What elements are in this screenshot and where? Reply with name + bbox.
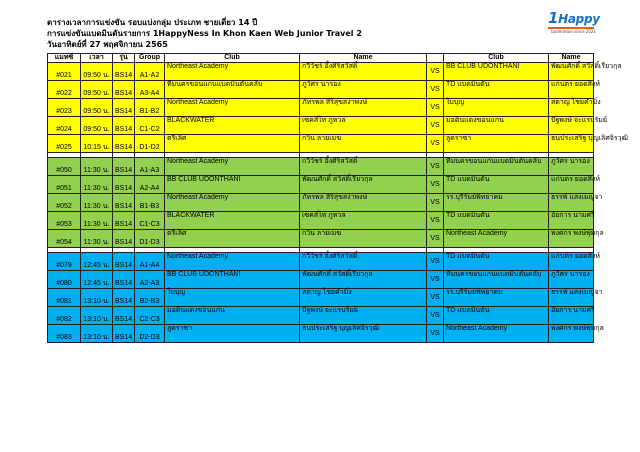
logo	[548, 9, 600, 40]
club-left: ตรีเลิศ	[165, 135, 300, 153]
player-left: ปัฐพงษ์ จะแรบรัมย์	[300, 307, 427, 325]
table-row	[48, 158, 594, 176]
vs-label: VS	[427, 212, 444, 230]
group-code: A1-A4	[135, 253, 165, 271]
match-time: 09:50 น.	[81, 63, 113, 81]
group-code: D1-D2	[135, 135, 165, 153]
table-row	[48, 212, 594, 230]
player-left: ธนประเสริฐ บุญเลิศจิรวุฒิ	[300, 325, 427, 343]
class-code: BS14	[113, 81, 135, 99]
match-time: 12:45 น.	[81, 253, 113, 271]
class-code: BS14	[113, 230, 135, 248]
match-time: 13:10 น.	[81, 307, 113, 325]
match-time: 13:10 น.	[81, 325, 113, 343]
column-header: แมทซ์	[48, 54, 81, 63]
player-right: สตาญ ไชยคำมิ่ง	[549, 99, 594, 117]
match-time: 11:30 น.	[81, 212, 113, 230]
player-right: พัฒนศักดิ์ สวัสดิ์เรียวกุล	[549, 63, 594, 81]
table-row	[48, 307, 594, 325]
match-number: #025	[48, 135, 81, 153]
player-left: สตาญ ไชยคำมิ่ง	[300, 289, 427, 307]
group-code: A2-A3	[135, 271, 165, 289]
player-left: กวิน ลายเมฆ	[300, 135, 427, 153]
player-left: เซคส์ไท ภูหวล	[300, 117, 427, 135]
match-time: 09:50 น.	[81, 81, 113, 99]
class-code: BS14	[113, 117, 135, 135]
match-number: #053	[48, 212, 81, 230]
player-left: กวีวัชร์ อึ้งศิริสวัสดิ์	[300, 63, 427, 81]
club-right: BB CLUB UDONTHANI	[444, 63, 549, 81]
vs-label: VS	[427, 135, 444, 153]
column-header: Name	[300, 54, 427, 63]
club-right: Northeast Academy	[444, 230, 549, 248]
class-code: BS14	[113, 271, 135, 289]
match-time: 12:45 น.	[81, 271, 113, 289]
group-code: A2-A4	[135, 176, 165, 194]
class-code: BS14	[113, 99, 135, 117]
column-header	[427, 54, 444, 63]
table-row	[48, 271, 594, 289]
match-time: 11:30 น.	[81, 158, 113, 176]
group-code: C1-C2	[135, 117, 165, 135]
schedule-title: ตารางเวลาการแข่งขัน รอบแบ่งกลุ่ม ประเภท ชายเดี่ยว 14 ปี	[47, 18, 258, 27]
vs-label: VS	[427, 253, 444, 271]
column-header: Club	[165, 54, 300, 63]
player-right: ภูวัศร นารอง	[549, 158, 594, 176]
vs-label: VS	[427, 307, 444, 325]
group-code: D1-D3	[135, 230, 165, 248]
player-right: ธนประเสริฐ บุญเลิศจิรวุฒิ	[549, 135, 594, 153]
club-left: BB CLUB UDONTHANI	[165, 271, 300, 289]
vs-label: VS	[427, 99, 444, 117]
match-number: #024	[48, 117, 81, 135]
player-right: อัยการ นามศรี	[549, 307, 594, 325]
club-left: ตรีเลิศ	[165, 230, 300, 248]
club-right: ใบบุญ	[444, 99, 549, 117]
class-code: BS14	[113, 289, 135, 307]
player-right: ภูวัศร นารอง	[549, 271, 594, 289]
player-left: ภูวัศร นารอง	[300, 81, 427, 99]
match-schedule-table	[47, 53, 628, 343]
player-left: ภัทรพล สิริสุขสง่าพงษ์	[300, 194, 427, 212]
player-right: แก่นตร ยอดสิงห์	[549, 81, 594, 99]
player-left: พัฒนศักดิ์ สวัสดิ์เรียวกุล	[300, 176, 427, 194]
group-code: A1-A3	[135, 158, 165, 176]
column-header: Group	[135, 54, 165, 63]
match-time: 11:30 น.	[81, 176, 113, 194]
club-left: BB CLUB UDONTHANI	[165, 176, 300, 194]
club-left: Northeast Academy	[165, 63, 300, 81]
group-code: B1-B2	[135, 99, 165, 117]
player-right: พงศกร พงษ์พุ่มกุล	[549, 325, 594, 343]
club-left: Northeast Academy	[165, 253, 300, 271]
match-number: #081	[48, 289, 81, 307]
schedule-date: วันอาทิตย์ที่ 27 พฤศจิกายน 2565	[47, 40, 168, 49]
match-number: #082	[48, 307, 81, 325]
class-code: BS14	[113, 63, 135, 81]
player-right: แก่นตร ยอดสิงห์	[549, 253, 594, 271]
vs-label: VS	[427, 117, 444, 135]
class-code: BS14	[113, 176, 135, 194]
match-number: #051	[48, 176, 81, 194]
club-right: TD แบดมินตัน	[444, 212, 549, 230]
class-code: BS14	[113, 325, 135, 343]
club-left: มอดินแดงขอนแก่น	[165, 307, 300, 325]
club-right: TD แบดมินตัน	[444, 81, 549, 99]
class-code: BS14	[113, 253, 135, 271]
class-code: BS14	[113, 194, 135, 212]
match-time: 11:30 น.	[81, 194, 113, 212]
club-right: มอดินแดงขอนแก่น	[444, 117, 549, 135]
table-row	[48, 253, 594, 271]
table-row	[48, 194, 594, 212]
player-left: เซคส์ไท ภูหวล	[300, 212, 427, 230]
column-header: Name	[549, 54, 594, 63]
group-code: B1-B3	[135, 194, 165, 212]
player-left: พัฒนศักดิ์ สวัสดิ์เรียวกุล	[300, 271, 427, 289]
match-number: #050	[48, 158, 81, 176]
club-left: Northeast Academy	[165, 99, 300, 117]
table-row	[48, 176, 594, 194]
table-row	[48, 117, 594, 135]
class-code: BS14	[113, 158, 135, 176]
match-number: #083	[48, 325, 81, 343]
vs-label: VS	[427, 289, 444, 307]
vs-label: VS	[427, 63, 444, 81]
match-number: #080	[48, 271, 81, 289]
table-row	[48, 135, 594, 153]
vs-label: VS	[427, 325, 444, 343]
match-number: #021	[48, 63, 81, 81]
club-left: Northeast Academy	[165, 194, 300, 212]
club-left: Northeast Academy	[165, 158, 300, 176]
club-right: Northeast Academy	[444, 325, 549, 343]
class-code: BS14	[113, 307, 135, 325]
club-left: ใบบุญ	[165, 289, 300, 307]
match-number: #023	[48, 99, 81, 117]
table-row	[48, 81, 594, 99]
player-right: อัยการ นามศรี	[549, 212, 594, 230]
group-code: B2-B3	[135, 289, 165, 307]
vs-label: VS	[427, 194, 444, 212]
player-left: ภัทรพล สิริสุขสง่าพงษ์	[300, 99, 427, 117]
match-number: #022	[48, 81, 81, 99]
match-time: 11:30 น.	[81, 230, 113, 248]
club-right: ลูดราซา	[444, 135, 549, 153]
group-code: C1-C3	[135, 212, 165, 230]
column-header: Club	[444, 54, 549, 63]
logo-prefix: 1	[548, 9, 559, 27]
club-right: TD แบดมินตัน	[444, 307, 549, 325]
logo-tagline: badminton since 2021	[551, 29, 596, 34]
logo-word: Happy	[558, 12, 600, 26]
match-time: 09:50 น.	[81, 117, 113, 135]
table-row	[48, 325, 594, 343]
player-right: แก่นตร ยอดสิงห์	[549, 176, 594, 194]
player-right: พงศกร พงษ์พุ่มกุล	[549, 230, 594, 248]
vs-label: VS	[427, 176, 444, 194]
club-right: TD แบดมินตัน	[444, 253, 549, 271]
table-row	[48, 63, 594, 81]
tournament-name: การแข่งขันแบดมินตันรายการ 1HappyNess In Khon Kaen Web Junior Travel 2	[47, 29, 362, 38]
player-left: กวีวัชร์ อึ้งศิริสวัสดิ์	[300, 158, 427, 176]
club-right: TD แบดมินตัน	[444, 176, 549, 194]
player-left: กวิน ลายเมฆ	[300, 230, 427, 248]
vs-label: VS	[427, 81, 444, 99]
club-left: ทีมนครขอนแก่นแบดมินตันคลับ	[165, 81, 300, 99]
vs-label: VS	[427, 158, 444, 176]
group-code: D2-D3	[135, 325, 165, 343]
match-time: 10:15 น.	[81, 135, 113, 153]
match-number: #054	[48, 230, 81, 248]
column-header: เวลา	[81, 54, 113, 63]
table-row	[48, 289, 594, 307]
group-code: C2-C3	[135, 307, 165, 325]
vs-label: VS	[427, 230, 444, 248]
club-right: รร.บุรีรัมย์พิทยาคม	[444, 194, 549, 212]
club-left: BLACKWATER	[165, 212, 300, 230]
match-number: #052	[48, 194, 81, 212]
club-left: BLACKWATER	[165, 117, 300, 135]
player-left: กวีวัชร์ อึ้งศิริสวัสดิ์	[300, 253, 427, 271]
club-right: ทีมนครขอนแก่นแบดมินตันคลับ	[444, 158, 549, 176]
class-code: BS14	[113, 135, 135, 153]
club-right: ทีมนครขอนแก่นแบดมินตันคลับ	[444, 271, 549, 289]
club-left: ลูดราซา	[165, 325, 300, 343]
column-header: รุ่น	[113, 54, 135, 63]
class-code: BS14	[113, 212, 135, 230]
table-header-row	[48, 54, 594, 63]
group-code: A3-A4	[135, 81, 165, 99]
vs-label: VS	[427, 271, 444, 289]
club-right: รร.บุรีรัมย์พิทยาคม	[444, 289, 549, 307]
match-time: 13:10 น.	[81, 289, 113, 307]
match-number: #079	[48, 253, 81, 271]
table-row	[48, 230, 594, 248]
player-right: ธรรพ์ แสงเมญจา	[549, 194, 594, 212]
table-row	[48, 99, 594, 117]
player-right: ปัฐพงษ์ จะแรบรัมย์	[549, 117, 594, 135]
player-right: ธรรพ์ แสงเมญจา	[549, 289, 594, 307]
group-code: A1-A2	[135, 63, 165, 81]
match-time: 09:50 น.	[81, 99, 113, 117]
